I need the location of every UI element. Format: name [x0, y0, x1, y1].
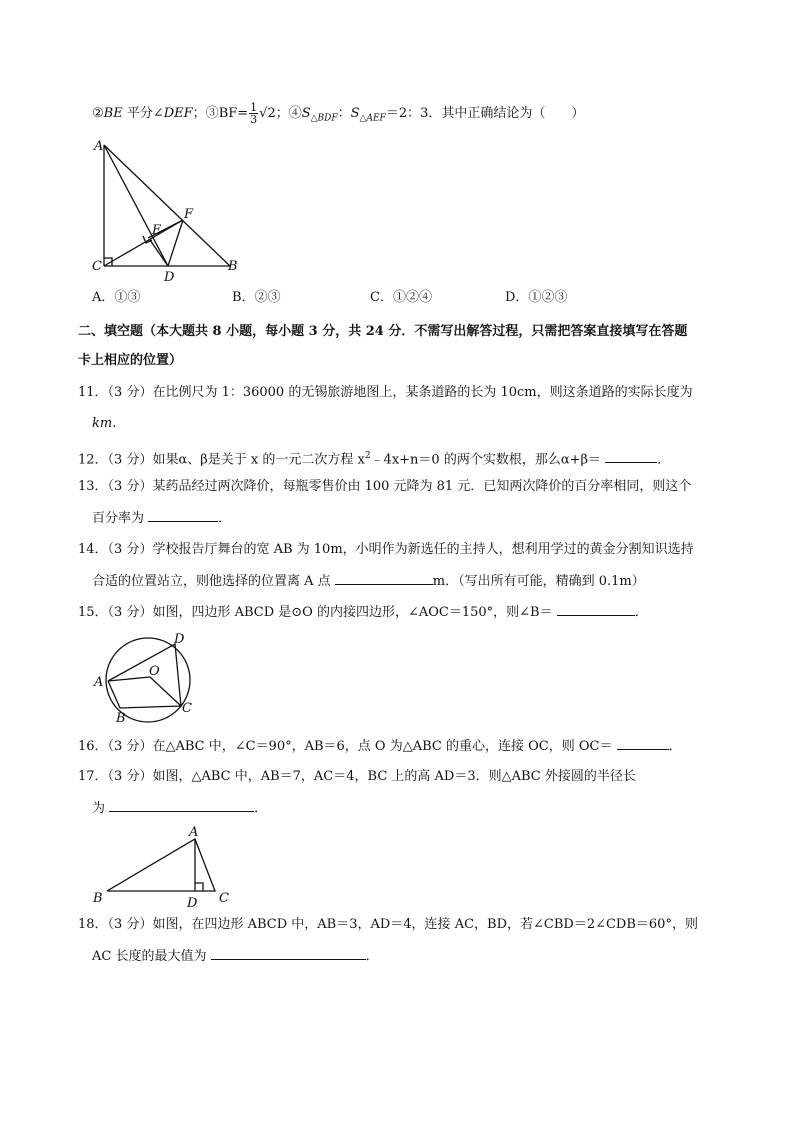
q10-statement-line: ②BE 平分∠DEF；③BF= $\frac{1}{3}$ √2；$④S_{\triangle BDF}$：$S_{\triangle AEF}=2$：3．其中正确结论为（ ） — [92, 101, 585, 126]
label-C: C — [92, 259, 102, 274]
label-C: C — [219, 891, 229, 906]
label-E: E — [152, 223, 162, 238]
label-A: A — [189, 825, 199, 840]
q10-option-a: A．①③ — [92, 290, 141, 305]
bf-expression: BF= $\frac{1}{3}$ √2 — [218, 101, 276, 126]
q18-line1: 18．（3 分）如图，在四边形 ABCD 中，AB＝3，AD＝4，连接 AC，BD，若∠CBD＝2∠CDB＝60°，则 — [78, 917, 698, 932]
q15-line: 15．（3 分）如图，四边形 ABCD 是⊙O 的内接四边形，∠AOC＝150°，则∠B＝ ． — [78, 605, 648, 620]
q17-line2: 为 ． — [92, 801, 268, 816]
label-C: C — [182, 701, 192, 716]
q18-answer-blank[interactable] — [211, 947, 366, 960]
q14-line1: 14．（3 分）学校报告厅舞台的宽 AB 为 10m，小明作为新选任的主持人，想利用学过的黄金分割知识选持 — [78, 542, 694, 557]
label-B: B — [116, 711, 126, 726]
q13-line1: 13．（3 分）某药品经过两次降价，每瓶零售价由 100 元降为 81 元．已知两次降价的百分率相同，则这个 — [78, 479, 692, 494]
label-O: O — [149, 664, 160, 679]
q14-line2: 合适的位置站立，则他选择的位置离 A 点 m．（写出所有可能，精确到 0.1m） — [92, 574, 645, 589]
section2-heading-line2: 卡上相应的位置） — [78, 353, 183, 368]
q16-line: 16．（3 分）在△ABC 中，∠C＝90°，AB＝6，点 O 为△ABC 的重心，连接 OC，则 OC＝ ． — [78, 739, 682, 754]
section2-heading-line1: 二、填空题（本大题共 8 小题，每小题 3 分，共 24 分．不需写出解答过程，只需把答案直接填写在答题 — [78, 324, 688, 339]
label-D: D — [174, 632, 185, 647]
label-A: A — [94, 139, 104, 154]
q10-option-c: C．①②④ — [370, 290, 432, 305]
right-angle-d — [195, 883, 203, 891]
label-D: D — [164, 270, 175, 285]
label-B: B — [93, 891, 103, 906]
q17-line1: 17．（3 分）如图，△ABC 中，AB＝7，AC＝4，BC 上的高 AD＝3．则△ABC 外接圆的半径长 — [78, 769, 636, 784]
q12-line: 12．（3 分）如果α、β是关于 x 的一元二次方程 $x^2﹣4x+n=0$ 的两个实数根，那么α+β＝ ． — [78, 451, 671, 468]
label-F: F — [184, 207, 194, 222]
q10-option-d: D．①②③ — [505, 290, 568, 305]
q11-line2: km. — [92, 416, 117, 431]
label-D: D — [187, 896, 198, 911]
label-A: A — [94, 675, 104, 690]
q10-option-b: B．②③ — [232, 290, 281, 305]
q13-line2: 百分率为 ． — [92, 511, 232, 526]
q11-line1: 11．（3 分）在比例尺为 1：36000 的无锡旅游地图上，某条道路的长为 10cm，则这条道路的实际长度为 — [78, 385, 693, 400]
q18-line2: AC 长度的最大值为 ． — [92, 949, 379, 964]
label-B: B — [228, 259, 238, 274]
